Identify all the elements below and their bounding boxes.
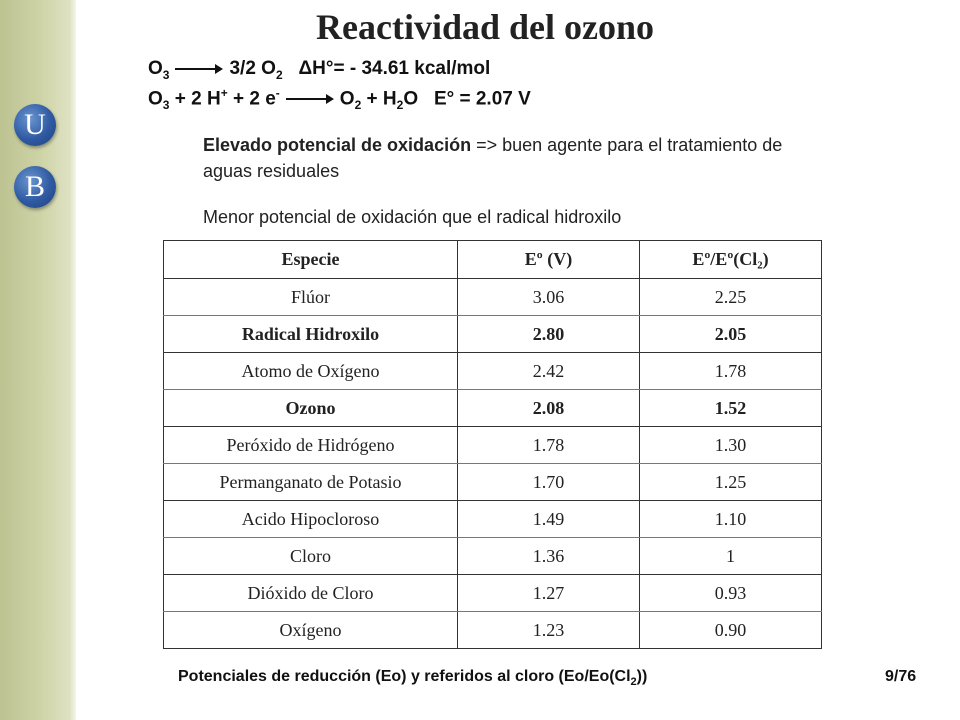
cell-e0: 2.08 — [458, 390, 640, 427]
cell-ratio: 1.10 — [640, 501, 822, 538]
cell-species: Oxígeno — [164, 612, 458, 649]
slide-title: Reactividad del ozono — [316, 7, 654, 47]
cell-ratio: 1.25 — [640, 464, 822, 501]
cell-e0: 2.80 — [458, 316, 640, 353]
cell-species: Atomo de Oxígeno — [164, 353, 458, 390]
cell-ratio: 1.78 — [640, 353, 822, 390]
cell-ratio: 1.52 — [640, 390, 822, 427]
header-e0: Eº (V) — [458, 241, 640, 279]
cell-e0: 3.06 — [458, 279, 640, 316]
cell-ratio: 2.05 — [640, 316, 822, 353]
table-row — [164, 427, 822, 464]
cell-e0: 1.49 — [458, 501, 640, 538]
cell-ratio: 2.25 — [640, 279, 822, 316]
table-row — [164, 538, 822, 575]
table-caption: Potenciales de reducción (Eo) y referidos al cloro $(Eo/Eo(Cl_2))$ — [178, 668, 648, 689]
hydroxyl-comparison-note: Menor potencial de oxidación que el radical hidroxilo — [203, 207, 622, 227]
table-header-row — [164, 241, 822, 279]
cell-e0: 1.27 — [458, 575, 640, 612]
cell-ratio: 1.30 — [640, 427, 822, 464]
table-row — [164, 501, 822, 538]
right-arrow-icon — [286, 93, 334, 105]
cell-e0: 1.23 — [458, 612, 640, 649]
cell-species: Permanganato de Potasio — [164, 464, 458, 501]
cell-ratio: 1 — [640, 538, 822, 575]
cell-species: Radical Hidroxilo — [164, 316, 458, 353]
cell-species: Cloro — [164, 538, 458, 575]
cell-e0: 1.78 — [458, 427, 640, 464]
table-row — [164, 612, 822, 649]
table-row — [164, 575, 822, 612]
cell-species: Dióxido de Cloro — [164, 575, 458, 612]
right-arrow-icon — [175, 63, 223, 75]
logo-u-badge: U — [14, 104, 56, 146]
header-ratio: Eº/Eº(Cl₂) — [640, 241, 822, 279]
table-row — [164, 316, 822, 353]
cell-ratio: 0.90 — [640, 612, 822, 649]
potentials-table — [163, 240, 822, 649]
table-row — [164, 279, 822, 316]
table-row — [164, 353, 822, 390]
page-number: 9/76 — [885, 668, 917, 685]
oxidation-note: Elevado potencial de oxidación => buen agente para el tratamiento de aguas residuales — [203, 135, 783, 181]
equation-reduction: $O_3 + 2$ H+ + 2 e- $O_2 + H_2O$ E° = 2.07 V — [148, 86, 531, 113]
cell-species: Ozono — [164, 390, 458, 427]
cell-e0: 1.70 — [458, 464, 640, 501]
table-row — [164, 390, 822, 427]
cell-species: Flúor — [164, 279, 458, 316]
cell-ratio: 0.93 — [640, 575, 822, 612]
cell-e0: 2.42 — [458, 353, 640, 390]
cell-e0: 1.36 — [458, 538, 640, 575]
header-species: Especie — [164, 241, 458, 279]
table-row — [164, 464, 822, 501]
logo-b-badge: B — [14, 166, 56, 208]
cell-species: Peróxido de Hidrógeno — [164, 427, 458, 464]
cell-species: Acido Hipocloroso — [164, 501, 458, 538]
equation-decomposition: $O_3$ 3/2 $O_2$ ΔH°= - 34.61 kcal/mol — [148, 58, 491, 82]
